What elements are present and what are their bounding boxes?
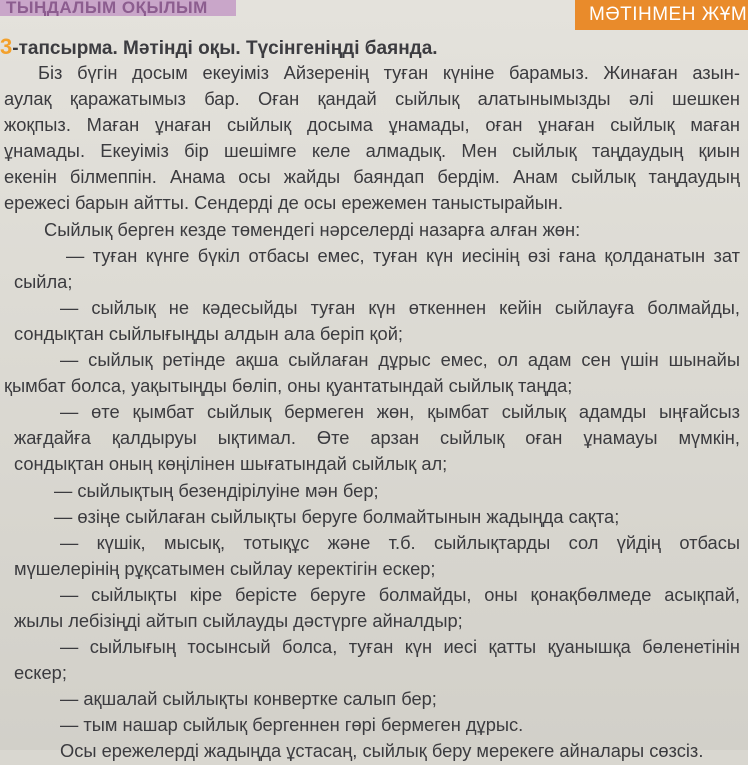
text-line: жағдайға қалдыруы ықтимал. Өте арзан сыйлық оған ұнамауы мүмкін,: [14, 427, 740, 449]
text-line: Сыйлық берген кезде төмендегі нәрселерді назарға алған жөн:: [44, 218, 581, 240]
text-line: Біз бүгін досым екеуіміз Айзеренің туған күніне барамыз. Жинаған азын-: [38, 62, 740, 83]
text-line: — туған күнге бүкіл отбасы емес, туған күн иесінің өзі ғана қолданатын зат: [66, 244, 740, 266]
text-line: — сыйлық не кәдесыйды туған күн өткеннен кейін сыйлауға болмайды,: [60, 296, 740, 318]
text-line: сыйла;: [14, 270, 73, 292]
text-line: екенін білмеппін. Анама осы жайды баяндап бердім. Анам сыйлық таңдаудың: [4, 166, 740, 188]
section-header-right-label: МӘТІНМЕН ЖҰМ: [589, 4, 748, 25]
text-line: — өте қымбат сыйлық бермеген жөн, қымбат сыйлық адамды ыңғайсыз: [60, 401, 740, 423]
text-line: қымбат болса, уақытыңды бөліп, оны қуантатындай сыйлық таңда;: [4, 375, 573, 397]
text-line: — тым нашар сыйлық бергеннен гөрі бермеген дұрыс.: [60, 714, 524, 736]
section-header-listening-reading: [0, 0, 236, 16]
text-line: ережесі барын айтты. Сендерді де осы ережемен таныстырайын.: [4, 192, 564, 214]
text-line: ұнамады. Екеуіміз бір шешімге келе алмадық. Мен сыйлық таңдаудың қиын: [4, 140, 740, 162]
text-line: аулақ қаражатымыз бар. Оған қандай сыйлық алатынымызды әлі шешкен: [4, 88, 740, 110]
task-heading: [0, 34, 600, 60]
text-line: мүшелерінің рұқсатымен сыйлау керектігін ескер;: [14, 557, 436, 579]
text-line: — ақшалай сыйлықты конвертке салып бер;: [60, 688, 437, 710]
section-header-label: ТЫҢДАЛЫМ ОҚЫЛЫМ: [6, 0, 208, 16]
task-title: -тапсырма. Мәтінді оқы. Түсінгеніңді баянда.: [12, 38, 438, 59]
text-line: — сыйлығың тосынсый болса, туған күн иесі қатты қуанышқа бөленетінін: [60, 636, 740, 658]
text-line: Осы ережелерді жадыңда ұстасаң, сыйлық беру мерекеге айналары сөзсіз.: [60, 740, 704, 762]
text-line: ескер;: [14, 662, 67, 684]
text-line: сондықтан сыйлығыңды алдын ала беріп қой;: [14, 322, 404, 344]
text-line: — сыйлықтың безендірілуіне мән бер;: [54, 479, 379, 501]
text-body: [4, 60, 740, 765]
text-line: — өзіңе сыйлаған сыйлықты беруге болмайтынын жадыңда сақта;: [54, 505, 620, 527]
text-line: — күшік, мысық, тотықұс және т.б. сыйлықтарды сол үйдің отбасы: [60, 531, 740, 553]
text-line: жылы лебізіңді айтып сыйлауды дәстүрге айналдыр;: [14, 609, 463, 631]
task-number: 3: [0, 34, 13, 59]
text-line: — сыйлықты кіре берісте беруге болмайды, оны қонақбөлмеде асықпай,: [60, 583, 740, 605]
text-line: сондықтан оның көңілінен шығатындай сыйлық ал;: [14, 453, 448, 475]
text-line: жоқпыз. Маған ұнаған сыйлық досыма ұнамады, оған ұнаған сыйлық маған: [4, 114, 740, 136]
text-line: — сыйлық ретінде ақша сыйлаған дұрыс емес, ол адам сен үшін шынайы: [60, 349, 740, 371]
section-header-text-work: [575, 0, 748, 30]
